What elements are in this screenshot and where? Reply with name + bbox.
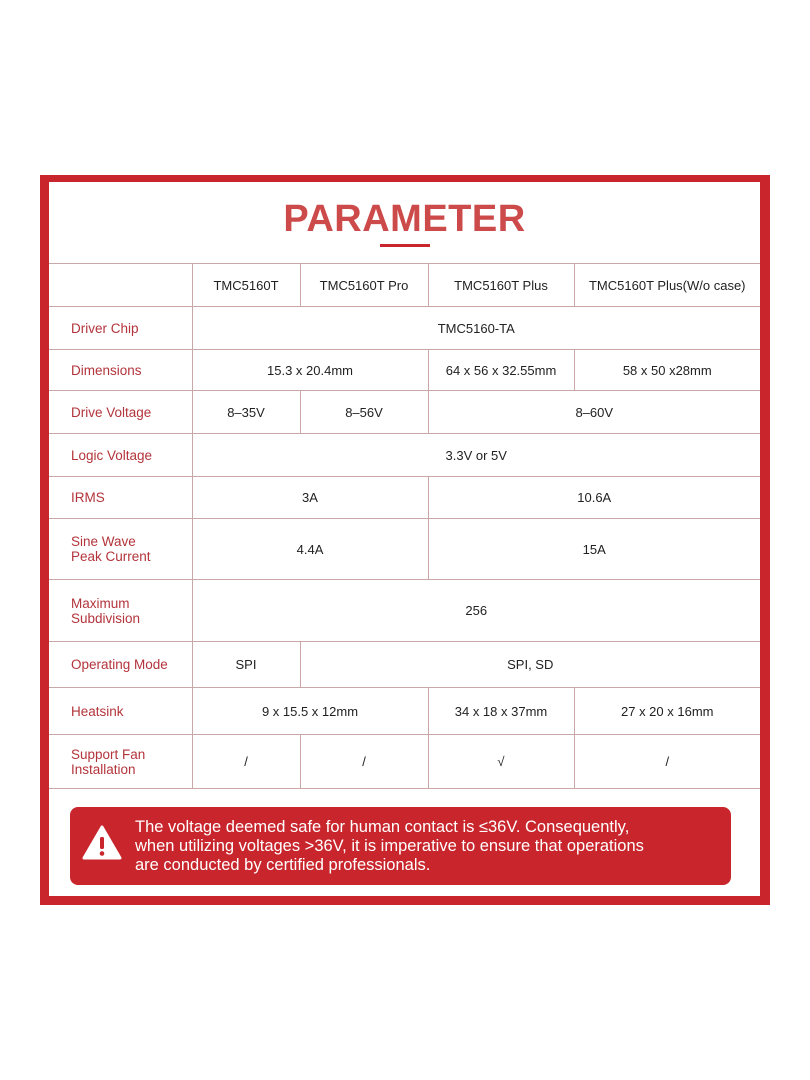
title-underline: [380, 244, 430, 247]
cell-heatsink-1: 9 x 15.5 x 12mm: [192, 688, 428, 735]
label-line: Maximum: [71, 595, 130, 611]
safety-warning-banner: [70, 807, 731, 885]
warning-line: The voltage deemed safe for human contact is ≤36V. Consequently,: [135, 818, 630, 836]
table-row: [49, 642, 760, 688]
cell-drive-voltage-2: 8–56V: [300, 391, 428, 434]
cell-sine-wave-2: 15A: [428, 519, 760, 580]
table-row: [49, 519, 760, 580]
table-row: [49, 688, 760, 735]
label-line: Installation: [71, 761, 136, 777]
row-label-sine-wave-peak-current: [49, 519, 192, 580]
header-tmc5160t: TMC5160T: [192, 264, 300, 307]
row-label-logic-voltage: Logic Voltage: [49, 434, 192, 477]
cell-sine-wave-1: 4.4A: [192, 519, 428, 580]
warning-text: [135, 818, 725, 875]
cell-logic-voltage: 3.3V or 5V: [192, 434, 760, 477]
cell-heatsink-2: 34 x 18 x 37mm: [428, 688, 574, 735]
row-label-dimensions: Dimensions: [49, 350, 192, 391]
cell-drive-voltage-1: 8–35V: [192, 391, 300, 434]
cell-dimensions-1: 15.3 x 20.4mm: [192, 350, 428, 391]
table-row: [49, 477, 760, 519]
cell-support-fan-4: /: [574, 735, 760, 789]
row-label-irms: IRMS: [49, 477, 192, 519]
row-label-driver-chip: Driver Chip: [49, 307, 192, 350]
page-title: PARAMETER: [283, 198, 526, 240]
cell-heatsink-3: 27 x 20 x 16mm: [574, 688, 760, 735]
row-label-operating-mode: Operating Mode: [49, 642, 192, 688]
warning-line: when utilizing voltages >36V, it is imperative to ensure that operations: [135, 837, 644, 855]
table-row: [49, 580, 760, 642]
cell-operating-mode-1: SPI: [192, 642, 300, 688]
row-label-drive-voltage: Drive Voltage: [49, 391, 192, 434]
warning-triangle-icon: [82, 825, 122, 861]
table-row: [49, 350, 760, 391]
header-empty-cell: [49, 264, 192, 307]
cell-irms-1: 3A: [192, 477, 428, 519]
table-row: [49, 735, 760, 789]
cell-irms-2: 10.6A: [428, 477, 760, 519]
cell-max-subdivision: 256: [192, 580, 760, 642]
parameter-frame: [40, 175, 770, 905]
table-row: [49, 434, 760, 477]
cell-dimensions-3: 58 x 50 x28mm: [574, 350, 760, 391]
cell-support-fan-1: /: [192, 735, 300, 789]
table-row: [49, 391, 760, 434]
row-label-maximum-subdivision: [49, 580, 192, 642]
cell-drive-voltage-3: 8–60V: [428, 391, 760, 434]
header-tmc5160t-pro: TMC5160T Pro: [300, 264, 428, 307]
label-line: Subdivision: [71, 610, 141, 626]
cell-operating-mode-2: SPI, SD: [300, 642, 760, 688]
label-line: Support Fan: [71, 746, 146, 762]
cell-dimensions-2: 64 x 56 x 32.55mm: [428, 350, 574, 391]
header-tmc5160t-plus-wo-case: TMC5160T Plus(W/o case): [574, 264, 760, 307]
cell-support-fan-3: √: [428, 735, 574, 789]
table-row: [49, 307, 760, 350]
warning-line: are conducted by certified professionals.: [135, 856, 431, 874]
label-line: Peak Current: [71, 549, 151, 564]
parameter-panel: [49, 182, 760, 896]
parameter-table: [49, 263, 760, 789]
row-label-support-fan-installation: [49, 735, 192, 789]
header-row: [49, 264, 760, 307]
label-line: Sine Wave: [71, 534, 136, 549]
row-label-heatsink: Heatsink: [49, 688, 192, 735]
cell-support-fan-2: /: [300, 735, 428, 789]
header-tmc5160t-plus: TMC5160T Plus: [428, 264, 574, 307]
cell-driver-chip: TMC5160-TA: [192, 307, 760, 350]
